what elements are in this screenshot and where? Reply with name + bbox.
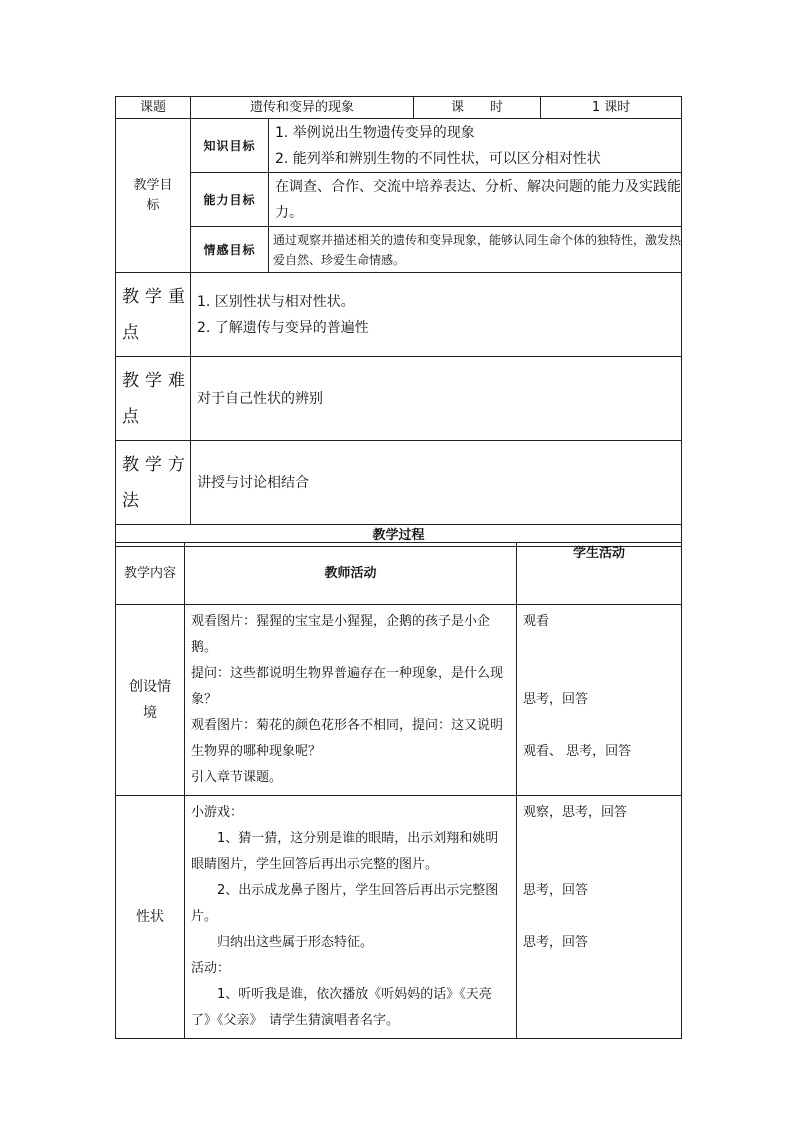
process-table <box>115 542 682 1039</box>
hours-value: 1 课时 <box>541 97 682 119</box>
student-activity-line: 思考，回答 <box>523 883 589 898</box>
teacher-activity-traits <box>185 796 517 1039</box>
teacher-activity-line: 1、猜一猜，这分别是谁的眼睛，出示刘翔和姚明眼睛图片，学生回答后再出示完整的图片。 <box>191 831 499 872</box>
teacher-activity-line: 活动： <box>191 961 231 976</box>
row-content-intro-text: 创设情境 <box>129 679 171 721</box>
student-activity-line: 思考，回答 <box>523 935 589 950</box>
topic-label: 课题 <box>116 97 191 119</box>
lesson-plan-upper-table <box>115 96 682 547</box>
key-point-line: 1. 区别性状与相对性状。 <box>197 293 355 310</box>
col-content-header-text: 教学内容 <box>123 565 176 581</box>
student-activity-line: 观看、 思考，回答 <box>523 744 632 759</box>
col-content-header <box>116 543 185 605</box>
knowledge-goal-label: 知识目标 <box>191 119 269 173</box>
student-activity-line: 观察，思考，回答 <box>523 805 628 820</box>
knowledge-goal-line: 2. 能列举和辨别生物的不同性状，可以区分相对性状 <box>275 150 601 167</box>
topic-value: 遗传和变异的现象 <box>191 97 414 119</box>
emotion-goal-label: 情感目标 <box>191 227 269 273</box>
process-title: 教学过程 <box>116 525 682 547</box>
student-activity-traits <box>517 796 682 1039</box>
row-content-traits: 性状 <box>116 796 185 1039</box>
key-points-text <box>191 273 682 357</box>
objectives-label-text: 教学目标 <box>133 177 173 213</box>
knowledge-goal-text <box>269 119 682 173</box>
teacher-activity-line: 小游戏： <box>191 805 244 820</box>
teacher-activity-line: 观看图片：菊花的颜色花形各不相同，提问：这又说明生物界的哪种现象呢？ <box>191 718 504 759</box>
key-point-line: 2. 了解遗传与变异的普遍性 <box>197 319 369 336</box>
teacher-activity-line: 观看图片：猩猩的宝宝是小猩猩，企鹅的孩子是小企鹅。 <box>191 614 491 655</box>
difficulty-label-text: 教学难点 <box>122 370 191 427</box>
teacher-activity-line: 引入章节课题。 <box>191 770 283 785</box>
teacher-activity-line: 1、听听我是谁，依次播放《听妈妈的话》《天亮了》《父亲》 请学生猜演唱者名字。 <box>191 987 492 1028</box>
difficulty-text: 对于自己性状的辨别 <box>191 357 682 441</box>
emotion-goal-text: 通过观察并描述相关的遗传和变异现象，能够认同生命个体的独特性，激发热爱自然、珍爱生命情感。 <box>269 227 682 273</box>
method-label <box>116 441 191 525</box>
student-activity-intro <box>517 605 682 796</box>
difficulty-label <box>116 357 191 441</box>
teacher-activity-line: 归纳出这些属于形态特征。 <box>217 935 374 950</box>
teacher-activity-line: 提问：这些都说明生物界普遍存在一种现象，是什么现象？ <box>191 666 504 707</box>
hours-label: 课 时 <box>414 97 541 119</box>
student-activity-line: 观看 <box>523 614 550 629</box>
col-teacher-header: 教师活动 <box>185 543 517 605</box>
method-label-text: 教学方法 <box>122 454 191 511</box>
col-student-header: 学生活动 <box>517 543 682 605</box>
student-activity-line: 思考，回答 <box>523 692 589 707</box>
ability-goal-label: 能力目标 <box>191 173 269 227</box>
knowledge-goal-line: 1. 举例说出生物遗传变异的现象 <box>275 124 475 141</box>
ability-goal-text: 在调查、合作、交流中培养表达、分析、解决问题的能力及实践能力。 <box>269 173 682 227</box>
row-content-intro <box>116 605 185 796</box>
teacher-activity-intro <box>185 605 517 796</box>
objectives-label <box>116 119 191 273</box>
key-points-label-text: 教学重点 <box>122 286 191 343</box>
key-points-label <box>116 273 191 357</box>
method-text: 讲授与讨论相结合 <box>191 441 682 525</box>
teacher-activity-line: 2、出示成龙鼻子图片，学生回答后再出示完整图片。 <box>191 883 499 924</box>
